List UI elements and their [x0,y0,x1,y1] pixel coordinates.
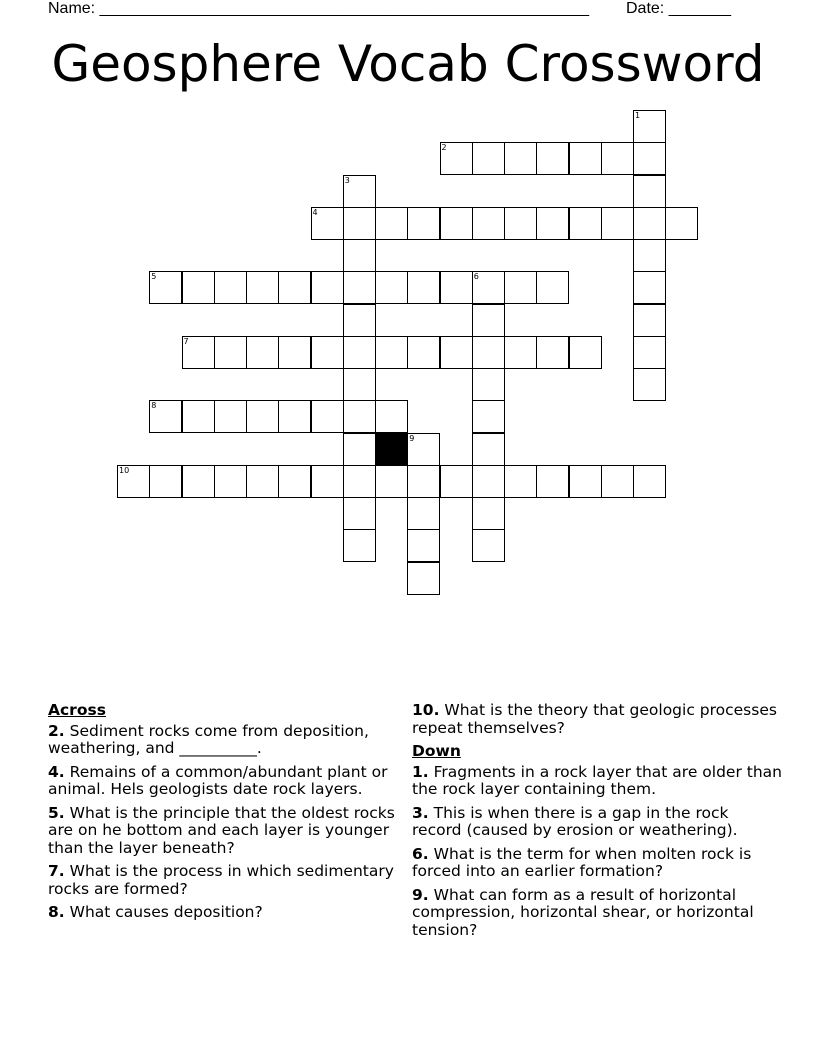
grid-cell[interactable] [407,207,440,240]
clues-right-column [412,702,782,945]
clue-text: This is when there is a gap in the rock record (caused by erosion or weathering). [412,803,738,839]
grid-cell[interactable] [311,400,344,433]
grid-cell[interactable] [375,207,408,240]
grid-cell[interactable] [375,465,408,498]
black-cell [375,433,408,466]
grid-cell[interactable] [343,529,376,562]
grid-cell[interactable] [569,207,602,240]
grid-cell[interactable] [440,142,473,175]
grid-cell[interactable] [246,465,279,498]
clue-number-label: 5 [151,272,157,282]
grid-cell[interactable] [440,465,473,498]
grid-cell[interactable] [407,497,440,530]
clue-number: 2. [48,721,65,740]
grid-cell[interactable] [214,336,247,369]
grid-cell[interactable] [536,336,569,369]
clue-across-7 [48,863,408,898]
grid-cell[interactable] [343,336,376,369]
grid-cell[interactable] [375,400,408,433]
clue-across-10 [412,702,782,737]
clue-number-label: 1 [635,111,641,120]
grid-cell[interactable] [375,271,408,304]
grid-cell[interactable] [182,465,215,498]
grid-cell[interactable] [343,239,376,272]
clue-number-label: 10 [119,465,130,475]
clue-down-9 [412,887,782,940]
grid-cell[interactable] [182,336,215,369]
clue-number-label: 3 [344,175,350,185]
clue-down-3 [412,805,782,840]
grid-cell[interactable] [343,207,376,240]
grid-cell[interactable] [633,239,666,272]
date-label: Date: _______ [626,0,731,17]
grid-cell[interactable] [569,465,602,498]
grid-cell[interactable] [472,497,505,530]
clue-number: 5. [48,803,65,822]
grid-cell[interactable] [504,271,537,304]
grid-cell[interactable] [472,336,505,369]
clue-number: 3. [412,803,429,822]
grid-cell[interactable] [343,433,376,466]
grid-cell[interactable] [214,400,247,433]
grid-cell[interactable] [278,400,311,433]
clue-text: Sediment rocks come from deposition, weathering, and __________. [48,721,369,757]
grid-cell[interactable] [407,529,440,562]
grid-cell[interactable] [665,207,698,240]
grid-cell[interactable] [311,465,344,498]
clue-number: 10. [412,701,440,719]
grid-cell[interactable] [504,336,537,369]
grid-cell[interactable] [407,562,440,595]
clue-number: 7. [48,862,65,880]
name-label: Name: _______________________________________________________ [48,0,589,17]
clue-number: 8. [48,903,65,921]
grid-cell[interactable] [440,271,473,304]
grid-cell[interactable] [472,304,505,337]
grid-cell[interactable] [601,207,634,240]
grid-cell[interactable] [278,465,311,498]
grid-cell[interactable] [633,271,666,304]
clue-text: What is the theory that geologic processes repeat themselves? [412,701,777,737]
grid-cell[interactable] [472,368,505,401]
clue-across-2 [48,723,408,758]
clue-down-6 [412,846,782,881]
grid-cell[interactable] [278,336,311,369]
grid-cell[interactable] [440,207,473,240]
grid-cell[interactable] [633,142,666,175]
grid-cell[interactable] [633,304,666,337]
grid-cell[interactable] [149,400,182,433]
down-heading: Down [412,742,461,760]
grid-cell[interactable] [343,271,376,304]
grid-cell[interactable] [311,207,344,240]
clue-text: What can form as a result of horizontal compression, horizontal shear, or horizontal tension? [412,885,754,939]
clue-text: What causes deposition? [69,903,263,921]
grid-cell[interactable] [601,142,634,175]
grid-cell[interactable] [407,271,440,304]
grid-cell[interactable] [472,529,505,562]
clue-number: 1. [412,762,429,781]
grid-cell[interactable] [569,336,602,369]
grid-cell[interactable] [246,271,279,304]
grid-cell[interactable] [182,271,215,304]
clue-text: What is the term for when molten rock is forced into an earlier formation? [412,844,752,880]
grid-cell[interactable] [407,433,440,466]
grid-cell[interactable] [214,465,247,498]
grid-cell[interactable] [246,336,279,369]
grid-cell[interactable] [343,400,376,433]
grid-cell[interactable] [278,271,311,304]
clue-number: 9. [412,885,429,904]
grid-cell[interactable] [472,433,505,466]
grid-cell[interactable] [633,336,666,369]
grid-cell[interactable] [407,465,440,498]
grid-cell[interactable] [343,175,376,208]
grid-cell[interactable] [343,368,376,401]
grid-cell[interactable] [472,142,505,175]
clue-text: What is the process in which sedimentary rocks are formed? [48,862,394,898]
grid-cell[interactable] [472,207,505,240]
grid-cell[interactable] [149,271,182,304]
clue-text: Fragments in a rock layer that are older than the rock layer containing them. [412,762,782,798]
grid-cell[interactable] [601,465,634,498]
grid-cell[interactable] [504,142,537,175]
grid-cell[interactable] [633,175,666,208]
grid-cell[interactable] [536,465,569,498]
grid-cell[interactable] [214,271,247,304]
grid-cell[interactable] [440,336,473,369]
grid-cell[interactable] [311,336,344,369]
grid-cell[interactable] [311,271,344,304]
grid-cell[interactable] [149,465,182,498]
grid-cell[interactable] [504,465,537,498]
grid-cell[interactable] [246,400,279,433]
clue-number-label: 6 [473,272,479,282]
clue-number-label: 7 [183,336,189,346]
clue-number: 4. [48,762,65,781]
clue-number: 6. [412,844,429,863]
clue-across-8 [48,904,408,922]
grid-cell[interactable] [633,110,666,143]
grid-cell[interactable] [343,465,376,498]
grid-cell[interactable] [633,465,666,498]
clue-number-label: 9 [409,433,415,443]
across-heading: Across [48,701,106,719]
grid-cell[interactable] [117,465,150,498]
grid-cell[interactable] [472,400,505,433]
clue-down-1 [412,764,782,799]
clues-left-column [48,702,408,928]
clue-text: Remains of a common/abundant plant or animal. Hels geologists date rock layers. [48,762,388,798]
grid-cell[interactable] [504,207,537,240]
grid-cell[interactable] [536,271,569,304]
grid-cell[interactable] [182,400,215,433]
page-title: Geosphere Vocab Crossword [51,35,765,93]
grid-cell[interactable] [343,304,376,337]
grid-cell[interactable] [633,207,666,240]
grid-cell[interactable] [343,497,376,530]
grid-cell[interactable] [407,336,440,369]
grid-cell[interactable] [375,336,408,369]
clue-across-4 [48,764,408,799]
clue-text: What is the principle that the oldest rocks are on he bottom and each layer is younger than the layer beneath? [48,803,395,857]
grid-cell[interactable] [536,207,569,240]
grid-cell[interactable] [536,142,569,175]
grid-cell[interactable] [472,271,505,304]
grid-cell[interactable] [633,368,666,401]
clue-across-5 [48,805,408,858]
clue-number-label: 4 [312,207,318,217]
grid-cell[interactable] [472,465,505,498]
grid-cell[interactable] [569,142,602,175]
clue-number-label: 2 [441,143,447,153]
clue-number-label: 8 [151,401,157,411]
